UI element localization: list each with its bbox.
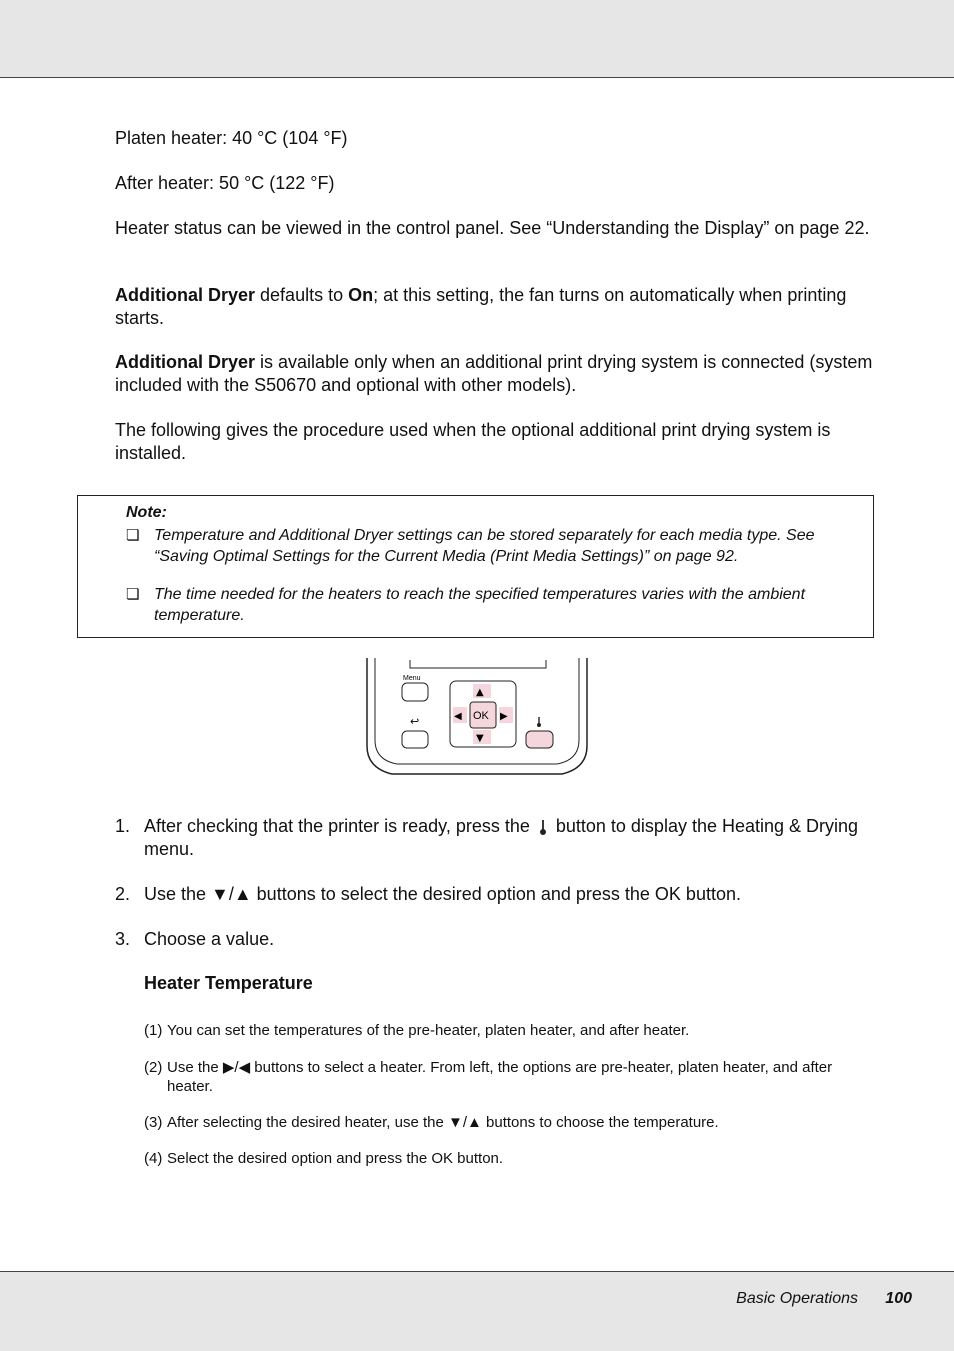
control-panel-illustration [362, 656, 592, 780]
note-item [126, 584, 866, 628]
thermometer-icon [537, 717, 541, 727]
page-number: 100 [885, 1290, 912, 1307]
heater-step-number: (3) [144, 1114, 163, 1131]
step-1-text-before: After checking that the printer is ready, press the [144, 816, 530, 836]
right-arrow-icon: ▶ [500, 711, 508, 722]
heater-step-number: (1) [144, 1022, 163, 1039]
dryer-availability-paragraph [115, 351, 877, 397]
note-item-text: The time needed for the heaters to reach the specified temperatures varies with the ambient temperature. [154, 586, 806, 624]
heater-step-text: You can set the temperatures of the pre-heater, platen heater, and after heater. [167, 1022, 690, 1039]
heater-step [144, 1021, 874, 1041]
dryer-rest-text: ; at this setting, the fan turns on automatically when printing starts. [115, 285, 847, 328]
heater-step-number: (4) [144, 1150, 163, 1167]
header-band [0, 0, 954, 78]
step-text: Choose a value. [144, 929, 275, 949]
dryer-mid-text: defaults to [255, 285, 349, 305]
after-heater-text: After heater: 50 °C (122 °F) [115, 173, 335, 193]
heater-step-number: (2) [144, 1059, 163, 1076]
heater-step [144, 1058, 874, 1098]
footer-band [0, 1271, 954, 1351]
checkbox-bullet-icon: ❏ [126, 586, 140, 603]
step-number: 2. [115, 884, 131, 904]
on-term: On [348, 285, 374, 305]
back-icon: ↩ [410, 715, 420, 728]
step-3 [115, 928, 875, 952]
checkbox-bullet-icon: ❏ [126, 527, 140, 544]
heater-step-text: After selecting the desired heater, use the ▼/▲ buttons to choose the temperature. [167, 1114, 719, 1131]
note-item-text: Temperature and Additional Dryer settings can be stored separately for each media type. See “Saving Optimal Settings for the Current Media (Print Media Settings)” on page 92. [154, 527, 815, 565]
heater-temperature-heading: Heater Temperature [144, 973, 313, 993]
heater-button[interactable] [526, 731, 553, 748]
dryer-default-paragraph [115, 284, 877, 330]
heater-step-text: Select the desired option and press the OK button. [167, 1150, 504, 1167]
heater-status-text: Heater status can be viewed in the control panel. See “Understanding the Display” on page 22. [115, 218, 870, 238]
step-1-text-after: button to display the Heating & Drying menu. [144, 816, 859, 859]
step-text: Use the ▼/▲ buttons to select the desired option and press the OK button. [144, 884, 741, 904]
menu-label: Menu [403, 675, 421, 682]
ok-label: OK [473, 710, 489, 722]
step-text [144, 815, 874, 861]
thermometer-icon [534, 815, 552, 837]
dryer-term: Additional Dryer [115, 285, 256, 305]
heater-step [144, 1149, 874, 1169]
up-arrow-icon: ▲ [476, 687, 484, 698]
step-1 [115, 815, 875, 863]
left-arrow-icon: ◀ [454, 711, 462, 722]
note-box [77, 495, 874, 638]
back-button[interactable] [402, 731, 428, 748]
dryer-term-2: Additional Dryer [115, 352, 256, 372]
platen-heater-text: Platen heater: 40 °C (104 °F) [115, 128, 348, 148]
menu-button[interactable] [402, 683, 428, 701]
note-item [126, 525, 866, 569]
step-number: 1. [115, 816, 131, 836]
down-arrow-icon: ▼ [476, 733, 484, 744]
footer-section-title: Basic Operations [736, 1290, 858, 1307]
dryer-availability-text: is available only when an additional print drying system is connected (system included with the S50670 and optional with other models). [115, 352, 873, 395]
procedure-intro-text: The following gives the procedure used when the optional additional print drying system is installed. [115, 420, 831, 463]
step-number: 3. [115, 929, 131, 949]
step-2 [115, 883, 875, 907]
heater-step [144, 1113, 874, 1133]
heater-step-text: Use the ▶/◀ buttons to select a heater. From left, the options are pre-heater, platen heater, and after heater. [167, 1059, 833, 1095]
note-title: Note: [126, 504, 167, 521]
